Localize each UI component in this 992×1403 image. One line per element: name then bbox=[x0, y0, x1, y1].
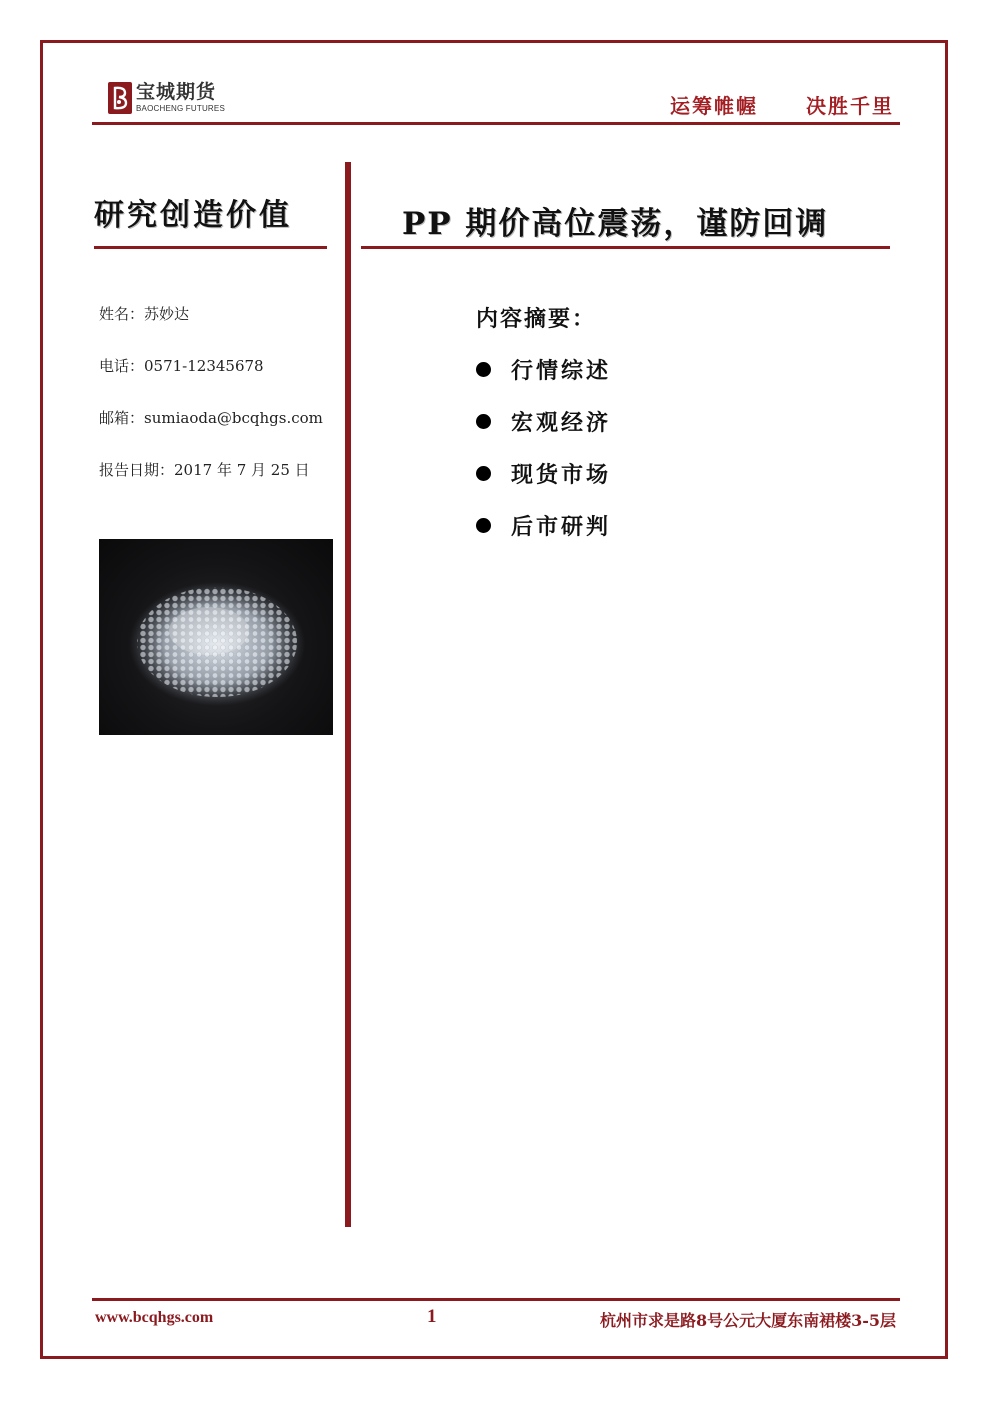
author-phone: 电话：0571-12345678 bbox=[99, 357, 264, 375]
footer-divider bbox=[92, 1298, 900, 1301]
footer-website-link[interactable]: www.bcqhgs.com bbox=[95, 1309, 214, 1326]
summary-heading: 内容摘要： bbox=[476, 306, 597, 332]
summary-item-label: 现货市场 bbox=[511, 462, 612, 488]
report-title: PP 期价高位震荡，谨防回调 bbox=[402, 206, 829, 242]
header-divider bbox=[92, 122, 900, 125]
summary-item bbox=[476, 510, 611, 541]
slogan-left: 运筹帷幄 bbox=[670, 94, 758, 118]
summary-item-label: 行情综述 bbox=[511, 358, 612, 384]
company-logo bbox=[108, 80, 225, 116]
author-name: 姓名：苏妙达 bbox=[99, 305, 190, 323]
logo-emblem-icon bbox=[108, 82, 132, 114]
pellets-image bbox=[99, 539, 333, 735]
logo-chinese-name: 宝城期货 bbox=[136, 81, 217, 103]
column-divider bbox=[345, 162, 351, 1227]
logo-english-name: BAOCHENG FUTURES bbox=[136, 104, 225, 113]
author-email: 邮箱：sumiaoda@bcqhgs.com bbox=[99, 409, 323, 427]
footer-address: 杭州市求是路8号公元大厦东南裙楼3-5层 bbox=[599, 1311, 896, 1330]
bullet-icon bbox=[476, 518, 491, 533]
summary-item bbox=[476, 406, 611, 437]
summary-item bbox=[476, 458, 611, 489]
bullet-icon bbox=[476, 466, 491, 481]
summary-item-label: 后市研判 bbox=[511, 514, 612, 540]
report-date: 报告日期：2017 年 7 月 25 日 bbox=[99, 461, 310, 479]
bullet-icon bbox=[476, 362, 491, 377]
left-title-divider bbox=[94, 246, 327, 249]
left-column-title: 研究创造价值 bbox=[94, 198, 292, 233]
pp-pellets-photo bbox=[99, 539, 333, 735]
header-slogan bbox=[670, 90, 894, 119]
report-title-divider bbox=[361, 246, 890, 249]
bullet-icon bbox=[476, 414, 491, 429]
page-number: 1 bbox=[427, 1306, 437, 1327]
slogan-right: 决胜千里 bbox=[806, 94, 894, 118]
summary-item bbox=[476, 354, 611, 385]
summary-item-label: 宏观经济 bbox=[511, 410, 612, 436]
